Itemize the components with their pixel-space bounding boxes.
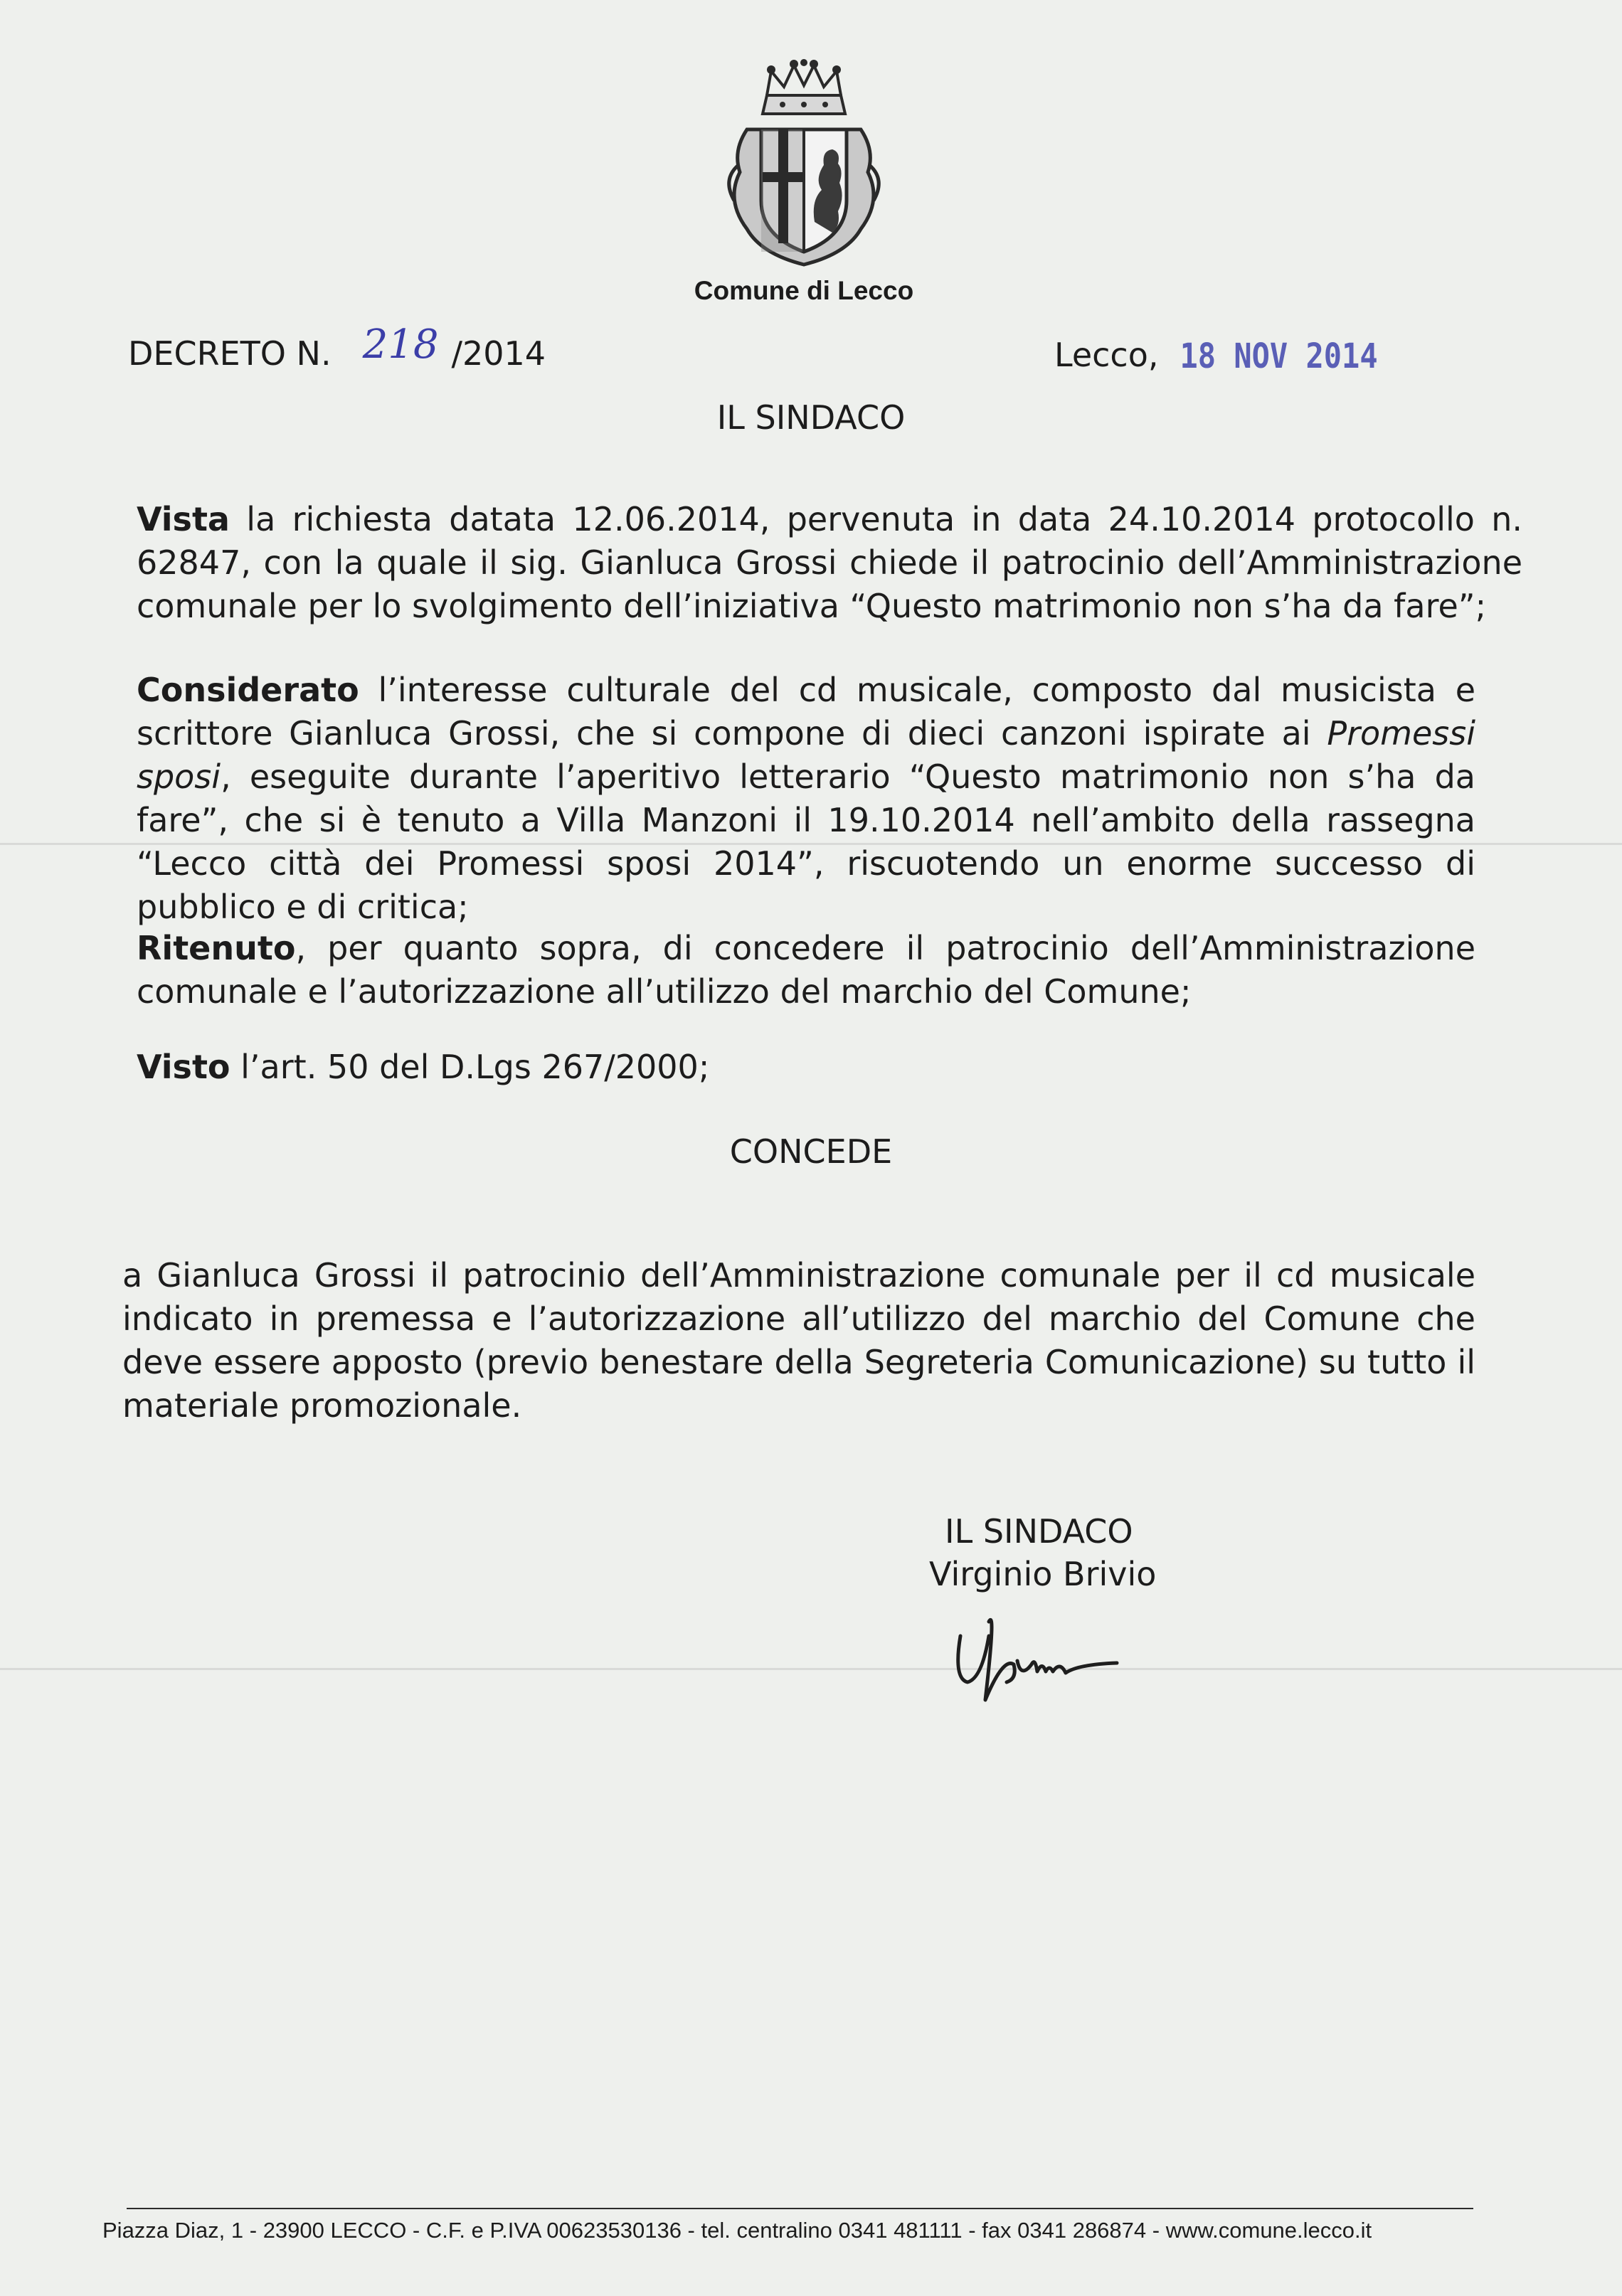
place-date-line — [1054, 336, 1378, 374]
decree-number: 218 — [362, 321, 439, 368]
heading-il-sindaco: IL SINDACO — [716, 398, 906, 437]
lead-word: Vista — [137, 500, 230, 538]
paragraph-text: , eseguite durante l’aperitivo letterario “Questo matrimonio non s’ha da fare”, che si è tenuto a Villa Manzoni il 19.10.2014 nell’ambito della rassegna “Lecco città dei Promessi sposi 2014”, riscuotendo un enorme successo di pubblico e di critica; — [137, 758, 1475, 926]
date-stamp: 18 NOV 2014 — [1180, 336, 1378, 376]
paragraph-vista — [137, 498, 1522, 628]
paragraph-considerato — [137, 669, 1475, 929]
comune-di-lecco-crest-icon — [719, 58, 889, 279]
handwritten-signature-icon — [946, 1593, 1145, 1707]
lead-word: Considerato — [137, 671, 359, 709]
heading-concede: CONCEDE — [729, 1132, 893, 1171]
lead-word: Visto — [137, 1048, 230, 1086]
paragraph-text: la richiesta datata 12.06.2014, pervenuta in data 24.10.2014 protocollo n. 62847, con la quale il sig. Gianluca Grossi chiede il patrocinio dell’Amministrazione comunale per lo svolgimento dell’iniziativa “Questo matrimonio non s’ha da fare”; — [137, 500, 1522, 625]
paragraph-concession: a Gianluca Grossi il patrocinio dell’Amministrazione comunale per il cd musicale indicato in premessa e l’autorizzazione all’utilizzo del marchio del Comune che deve essere apposto (previo benestare della Segreteria Comunicazione) su tutto il materiale promozionale. — [122, 1256, 1475, 1425]
paragraph-visto — [137, 1046, 1475, 1089]
paragraph-text: , per quanto sopra, di concedere il patrocinio dell’Amministrazione comunale e l’autorizzazione all’utilizzo del marchio del Comune; — [137, 929, 1475, 1011]
paragraph-text: l’interesse culturale del cd musicale, composto dal musicista e scrittore Gianluca Grossi, che si compone di dieci canzoni ispirate ai — [137, 671, 1475, 753]
decree-number-line — [128, 321, 546, 375]
italic-title: Promessi sposi — [137, 714, 1475, 796]
signatory-name: Virginio Brivio — [929, 1555, 1157, 1593]
signature-title: IL SINDACO — [945, 1512, 1133, 1551]
footer-address: Piazza Diaz, 1 - 23900 LECCO - C.F. e P.IVA 00623530136 - tel. centralino 0341 481111 - fax 0341 286874 - www.comune.lecco.it — [102, 2218, 1372, 2243]
paragraph-text: l’art. 50 del D.Lgs 267/2000; — [230, 1048, 710, 1086]
decree-year: /2014 — [451, 334, 546, 373]
lead-word: Ritenuto — [137, 929, 296, 967]
comune-name: Comune di Lecco — [694, 276, 914, 305]
paper-fold-line — [0, 1668, 1622, 1670]
paragraph-ritenuto — [137, 927, 1475, 1014]
decree-label: DECRETO N. — [128, 334, 332, 373]
footer-divider — [127, 2208, 1473, 2209]
place-label: Lecco, — [1054, 336, 1159, 374]
